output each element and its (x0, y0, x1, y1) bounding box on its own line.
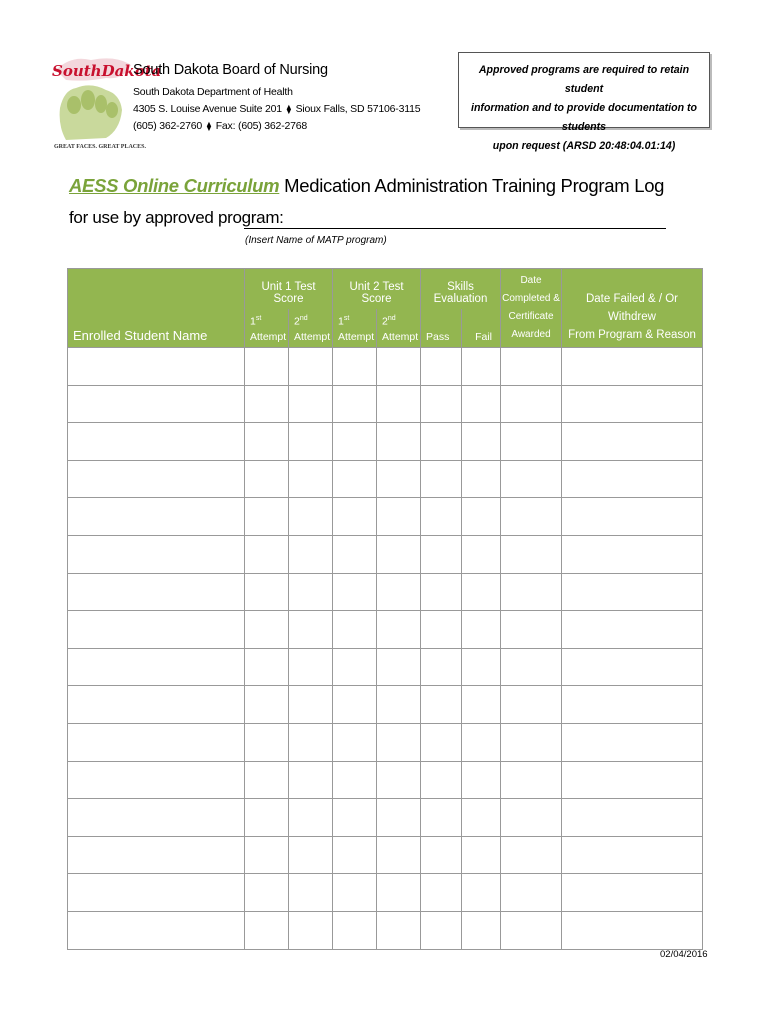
log-cell[interactable] (377, 874, 421, 912)
log-cell[interactable] (377, 836, 421, 874)
log-cell[interactable] (289, 874, 333, 912)
table-row (68, 874, 703, 912)
log-cell[interactable] (421, 423, 462, 461)
log-cell[interactable] (421, 611, 462, 649)
table-row (68, 648, 703, 686)
address (133, 101, 420, 118)
log-cell[interactable] (333, 573, 377, 611)
table-row (68, 799, 703, 837)
col-unit1-attempt2 (289, 309, 333, 348)
log-cell[interactable] (377, 611, 421, 649)
table-row (68, 573, 703, 611)
attempt-label: Attempt (338, 331, 375, 343)
log-cell[interactable] (333, 611, 377, 649)
log-cell[interactable] (289, 686, 333, 724)
attempt-label: Attempt (250, 331, 287, 343)
ordinal-suffix: nd (387, 314, 396, 322)
date-completed-line: Certificate (508, 311, 554, 322)
ordinal: 1 (338, 315, 344, 327)
log-cell[interactable] (333, 836, 377, 874)
log-cell[interactable] (68, 573, 245, 611)
log-cell[interactable] (501, 460, 562, 498)
diamond-separator: ⧫ (206, 121, 211, 131)
attempt-label: Attempt (294, 331, 331, 343)
page-title (69, 175, 664, 197)
table-row (68, 348, 703, 386)
log-cell[interactable] (562, 460, 703, 498)
log-cell[interactable] (501, 573, 562, 611)
log-cell[interactable] (377, 911, 421, 949)
col-unit2: Unit 2 Test Score (333, 269, 421, 310)
org-block (133, 62, 420, 135)
date-failed-line: From Program & Reason (568, 329, 696, 341)
contact (133, 118, 420, 135)
log-cell[interactable] (562, 874, 703, 912)
date-completed-line: Completed & (502, 293, 560, 304)
log-cell[interactable] (245, 611, 289, 649)
phone: (605) 362-2760 (133, 120, 203, 132)
log-cell[interactable] (462, 648, 501, 686)
log-cell[interactable] (245, 348, 289, 386)
log-cell[interactable] (421, 836, 462, 874)
log-cell[interactable] (333, 686, 377, 724)
log-cell[interactable] (333, 799, 377, 837)
svg-text:GREAT FACES. GREAT PLACES.: GREAT FACES. GREAT PLACES. (54, 144, 146, 150)
log-cell[interactable] (333, 348, 377, 386)
log-cell[interactable] (462, 836, 501, 874)
diamond-separator: ⧫ (286, 104, 291, 114)
date-failed-line: Date Failed & / Or Withdrew (585, 293, 679, 323)
program-name-hint: (Insert Name of MATP program) (245, 235, 387, 246)
log-cell[interactable] (333, 723, 377, 761)
log-cell[interactable] (68, 460, 245, 498)
log-cell[interactable] (68, 348, 245, 386)
log-cell[interactable] (245, 535, 289, 573)
log-cell[interactable] (501, 723, 562, 761)
date-completed-line: Date (520, 275, 542, 286)
log-cell[interactable] (377, 498, 421, 536)
log-cell[interactable] (377, 460, 421, 498)
log-cell[interactable] (289, 573, 333, 611)
log-cell[interactable] (501, 761, 562, 799)
address-city: Sioux Falls, SD 57106-3115 (295, 103, 421, 115)
log-cell[interactable] (462, 799, 501, 837)
log-cell[interactable] (289, 761, 333, 799)
log-cell[interactable] (421, 723, 462, 761)
log-cell[interactable] (377, 723, 421, 761)
log-cell[interactable] (333, 535, 377, 573)
program-name-field[interactable] (244, 228, 666, 229)
training-log-table (67, 268, 703, 950)
table-row (68, 423, 703, 461)
dept-name: South Dakota Department of Health (133, 86, 293, 98)
log-cell[interactable] (245, 723, 289, 761)
fax: Fax: (605) 362-2768 (215, 120, 308, 132)
log-cell[interactable] (421, 460, 462, 498)
log-cell[interactable] (245, 648, 289, 686)
log-cell[interactable] (462, 686, 501, 724)
ordinal: 1 (250, 315, 256, 327)
log-cell[interactable] (377, 761, 421, 799)
log-cell[interactable] (462, 611, 501, 649)
log-cell[interactable] (68, 761, 245, 799)
log-cell[interactable] (289, 648, 333, 686)
table-row (68, 761, 703, 799)
table-row (68, 460, 703, 498)
log-cell[interactable] (462, 761, 501, 799)
ordinal-suffix: nd (299, 314, 308, 322)
col-date-completed (501, 269, 562, 348)
log-cell[interactable] (377, 535, 421, 573)
log-cell[interactable] (68, 385, 245, 423)
log-cell[interactable] (462, 348, 501, 386)
log-cell[interactable] (289, 460, 333, 498)
col-unit2-attempt1 (333, 309, 377, 348)
curriculum-name: AESS Online Curriculum (69, 175, 280, 196)
log-cell[interactable] (245, 686, 289, 724)
log-cell[interactable] (562, 911, 703, 949)
log-cell[interactable] (501, 911, 562, 949)
log-cell[interactable] (289, 385, 333, 423)
log-cell[interactable] (421, 761, 462, 799)
log-title: Medication Administration Training Program Log (279, 175, 665, 196)
sd-logo (46, 50, 162, 158)
log-cell[interactable] (245, 911, 289, 949)
attempt-label: Attempt (382, 331, 419, 343)
log-cell[interactable] (421, 498, 462, 536)
ordinal-suffix: st (343, 314, 350, 322)
log-cell[interactable] (289, 498, 333, 536)
col-skills-pass: Pass (421, 309, 462, 348)
notice-line: Approved programs are required to retain student (478, 64, 690, 95)
program-label: for use by approved program: (69, 208, 284, 227)
log-cell[interactable] (333, 648, 377, 686)
log-cell[interactable] (245, 423, 289, 461)
log-cell[interactable] (245, 385, 289, 423)
log-cell[interactable] (68, 799, 245, 837)
log-cell[interactable] (377, 385, 421, 423)
log-cell[interactable] (245, 799, 289, 837)
notice-line: upon request (ARSD 20:48:04.01:14) (492, 140, 676, 152)
col-date-failed (562, 269, 703, 348)
col-skills: Skills Evaluation (421, 269, 501, 310)
log-cell[interactable] (501, 423, 562, 461)
log-cell[interactable] (68, 911, 245, 949)
notice-line: information and to provide documentation to students (471, 102, 697, 133)
svg-text:SouthDakota: SouthDakota (52, 62, 162, 80)
log-cell[interactable] (421, 686, 462, 724)
col-unit1: Unit 1 Test Score (245, 269, 333, 310)
ordinal: 2 (294, 315, 300, 327)
log-cell[interactable] (333, 911, 377, 949)
log-cell[interactable] (245, 498, 289, 536)
log-cell[interactable] (333, 761, 377, 799)
log-cell[interactable] (68, 423, 245, 461)
col-unit1-attempt1 (245, 309, 289, 348)
log-cell[interactable] (421, 535, 462, 573)
table-row (68, 836, 703, 874)
log-cell[interactable] (562, 799, 703, 837)
col-unit2-attempt2 (377, 309, 421, 348)
log-cell[interactable] (289, 535, 333, 573)
log-cell[interactable] (462, 911, 501, 949)
log-cell[interactable] (289, 611, 333, 649)
table-row (68, 611, 703, 649)
log-cell[interactable] (289, 723, 333, 761)
log-cell[interactable] (289, 348, 333, 386)
log-cell[interactable] (289, 423, 333, 461)
log-cell[interactable] (68, 611, 245, 649)
log-cell[interactable] (462, 385, 501, 423)
revision-date: 02/04/2016 (660, 949, 708, 960)
table-row (68, 911, 703, 949)
log-cell[interactable] (421, 648, 462, 686)
log-cell[interactable] (501, 648, 562, 686)
log-cell[interactable] (333, 385, 377, 423)
log-cell[interactable] (68, 723, 245, 761)
log-cell[interactable] (333, 874, 377, 912)
log-cell[interactable] (562, 723, 703, 761)
log-cell[interactable] (562, 348, 703, 386)
log-cell[interactable] (68, 874, 245, 912)
log-cell[interactable] (68, 686, 245, 724)
log-cell[interactable] (562, 611, 703, 649)
log-cell[interactable] (245, 573, 289, 611)
log-cell[interactable] (501, 498, 562, 536)
log-cell[interactable] (462, 460, 501, 498)
log-cell[interactable] (245, 761, 289, 799)
log-cell[interactable] (289, 911, 333, 949)
col-skills-fail: Fail (462, 309, 501, 348)
log-cell[interactable] (562, 423, 703, 461)
log-cell[interactable] (501, 611, 562, 649)
log-cell[interactable] (421, 799, 462, 837)
ordinal: 2 (382, 315, 388, 327)
log-cell[interactable] (562, 535, 703, 573)
log-cell[interactable] (421, 348, 462, 386)
log-cell[interactable] (421, 874, 462, 912)
table-row (68, 535, 703, 573)
retention-notice (458, 52, 710, 152)
log-cell[interactable] (462, 423, 501, 461)
org-name: South Dakota Board of Nursing (133, 62, 328, 78)
log-cell[interactable] (377, 648, 421, 686)
log-cell[interactable] (501, 799, 562, 837)
log-cell[interactable] (462, 535, 501, 573)
log-cell[interactable] (562, 648, 703, 686)
log-cell[interactable] (377, 686, 421, 724)
address-street: 4305 S. Louise Avenue Suite 201 (133, 103, 282, 115)
log-cell[interactable] (421, 385, 462, 423)
log-cell[interactable] (501, 686, 562, 724)
log-cell[interactable] (562, 385, 703, 423)
log-cell[interactable] (501, 348, 562, 386)
sd-logo-graphic (46, 50, 162, 158)
log-cell[interactable] (68, 535, 245, 573)
log-cell[interactable] (462, 723, 501, 761)
log-cell[interactable] (562, 498, 703, 536)
log-cell[interactable] (245, 836, 289, 874)
log-cell[interactable] (562, 836, 703, 874)
log-cell[interactable] (68, 836, 245, 874)
log-cell[interactable] (377, 573, 421, 611)
log-cell[interactable] (421, 911, 462, 949)
log-cell[interactable] (462, 874, 501, 912)
log-cell[interactable] (333, 423, 377, 461)
log-cell[interactable] (245, 874, 289, 912)
log-cell[interactable] (462, 573, 501, 611)
log-cell[interactable] (377, 423, 421, 461)
log-cell[interactable] (289, 799, 333, 837)
table-row (68, 723, 703, 761)
log-body (68, 348, 703, 950)
log-cell[interactable] (462, 498, 501, 536)
log-cell[interactable] (501, 385, 562, 423)
log-cell[interactable] (501, 535, 562, 573)
log-cell[interactable] (377, 799, 421, 837)
log-cell[interactable] (562, 573, 703, 611)
log-cell[interactable] (377, 348, 421, 386)
ordinal-suffix: st (255, 314, 262, 322)
log-cell[interactable] (245, 460, 289, 498)
date-completed-line: Awarded (511, 329, 551, 340)
log-cell[interactable] (562, 761, 703, 799)
table-row (68, 385, 703, 423)
log-cell[interactable] (333, 460, 377, 498)
log-cell[interactable] (421, 573, 462, 611)
table-row (68, 498, 703, 536)
log-cell[interactable] (501, 874, 562, 912)
table-row (68, 686, 703, 724)
log-cell[interactable] (501, 836, 562, 874)
log-cell[interactable] (333, 498, 377, 536)
log-cell[interactable] (68, 498, 245, 536)
log-cell[interactable] (562, 686, 703, 724)
col-student-name: Enrolled Student Name (68, 269, 245, 348)
log-cell[interactable] (289, 836, 333, 874)
log-cell[interactable] (68, 648, 245, 686)
